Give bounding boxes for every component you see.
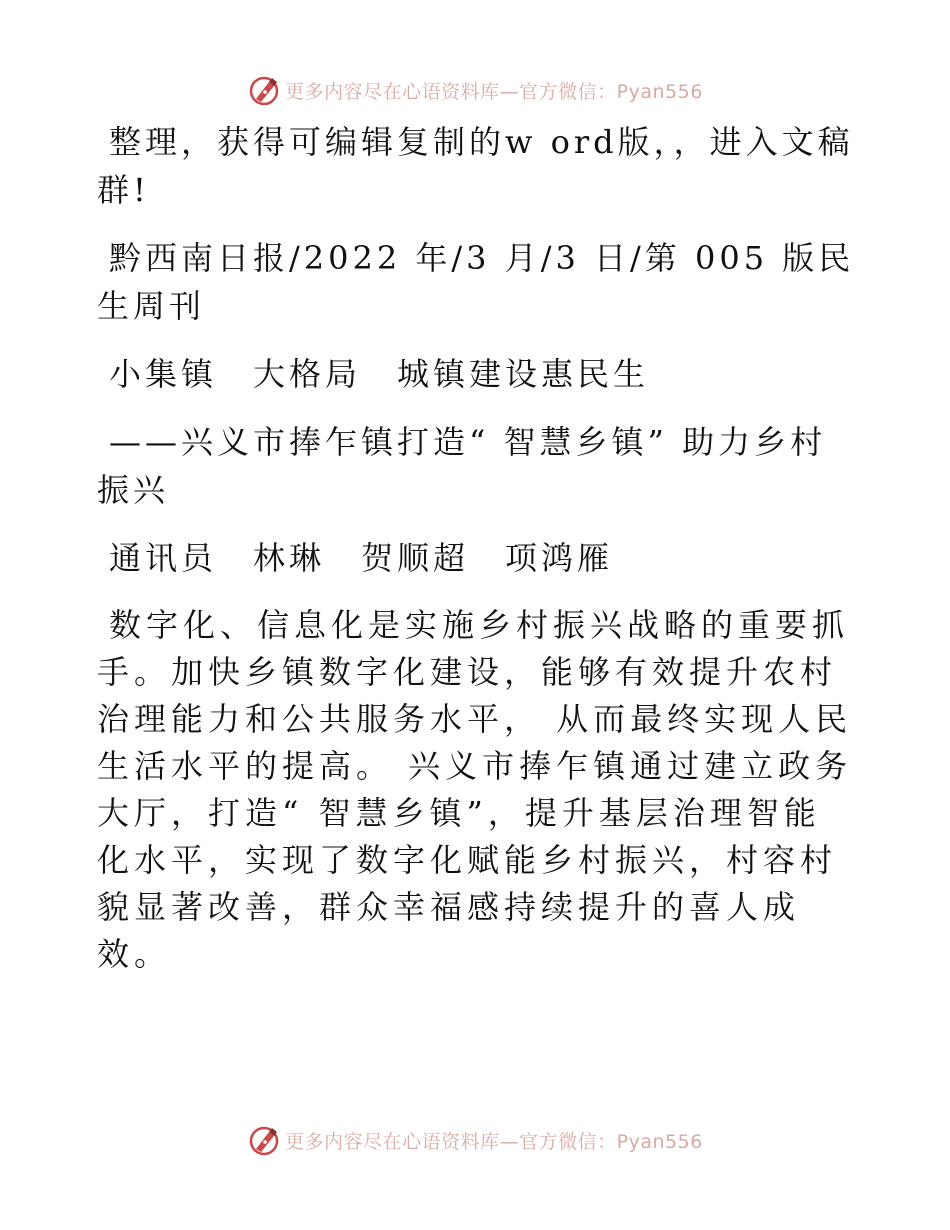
- watermark-text: 更多内容尽在心语资料库—官方微信：Pyan556: [285, 80, 703, 103]
- watermark-text: 更多内容尽在心语资料库—官方微信：Pyan556: [285, 1130, 703, 1153]
- article-subtitle: ——兴义市捧乍镇打造“ 智慧乡镇” 助力乡村振兴: [97, 423, 827, 509]
- pen-nib-logo-icon: [247, 73, 281, 107]
- body-paragraph: 数字化、信息化是实施乡村振兴战略的重要抓手。加快乡镇数字化建设，能够有效提升农村治理能力和公共服务水平， 从而最终实现人民生活水平的提高。 兴义市捧乍镇通过建立政务大厅，打造“ 智慧乡镇”，提升基层治理智能化水平，实现了数字化赋能乡村振兴，村容村貌显著改善，群众幸福感持续提升的喜人成效。: [97, 606, 853, 973]
- intro-note: 整理，获得可编辑复制的w ord版，，进入文稿群!: [97, 123, 854, 209]
- footer-watermark-banner: [0, 1120, 950, 1160]
- byline: 通讯员 林琳 贺顺超 项鸿雁: [109, 539, 614, 577]
- article-title: 小集镇 大格局 城镇建设惠民生: [109, 355, 650, 393]
- source-line: 黔西南日报/2022 年/3 月/3 日/第 005 版民生周刊: [97, 239, 855, 325]
- pen-nib-logo-icon: [247, 1123, 281, 1157]
- document-body: [97, 118, 857, 998]
- header-watermark-banner: [0, 70, 950, 110]
